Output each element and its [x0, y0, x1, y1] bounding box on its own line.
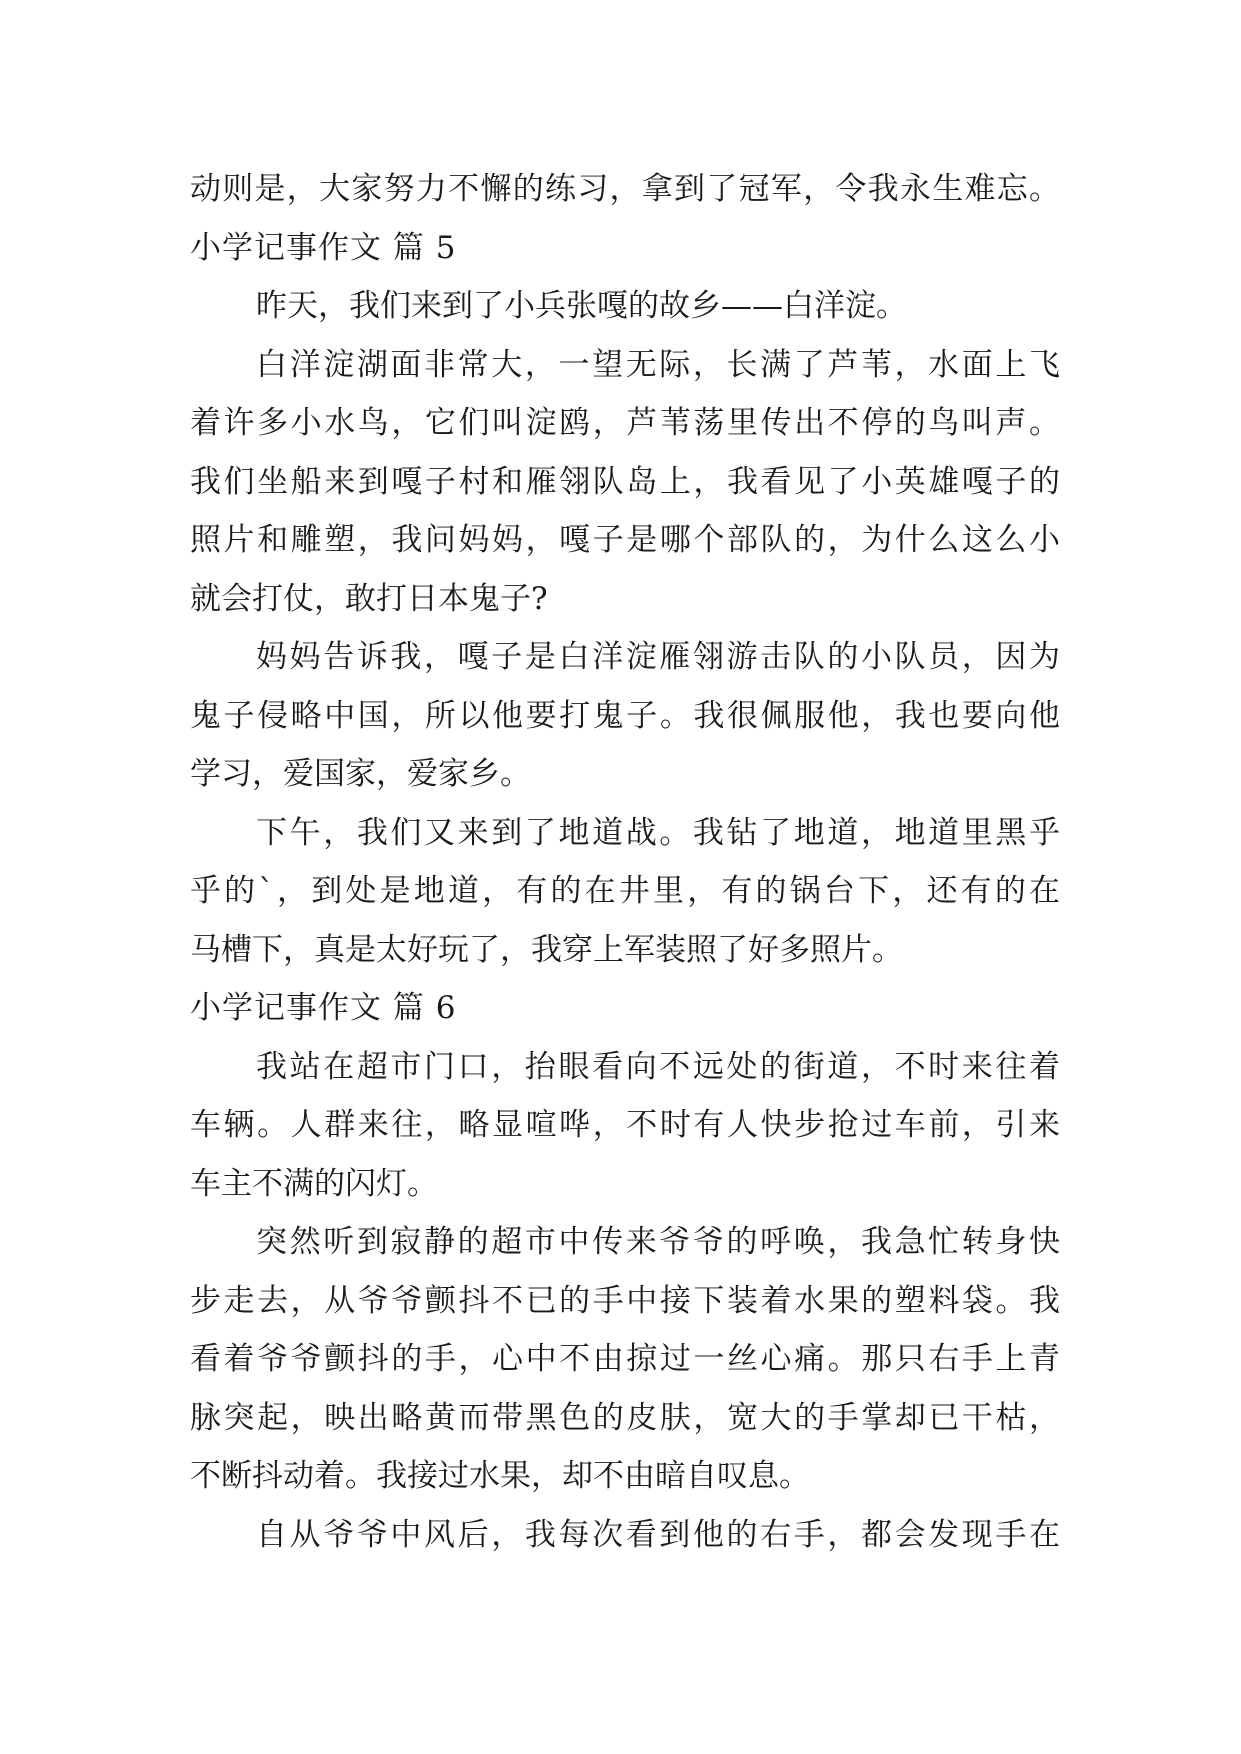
paragraph-line: 乎的`，到处是地道，有的在井里，有的锅台下，还有的在: [190, 873, 1060, 909]
paragraph-line: 着许多小水鸟，它们叫淀鸥，芦苇荡里传出不停的鸟叫声。: [190, 405, 1060, 441]
paragraph-first-line: 自从爷爷中风后，我每次看到他的右手，都会发现手在: [256, 1516, 1060, 1553]
paragraph-last-line: 不断抖动着。我接过水果，却不由暗自叹息。: [190, 1458, 810, 1494]
paragraph-last-line: 马槽下，真是太好玩了，我穿上军装照了好多照片。: [190, 931, 903, 968]
paragraph-first-line: 昨天，我们来到了小兵张嘎的故乡——白洋淀。: [256, 288, 907, 324]
paragraph-line: 车辆。人群来往，略显喧哗，不时有人快步抢过车前，引来: [190, 1107, 1060, 1143]
paragraph-line: 动则是，大家努力不懈的练习，拿到了冠军，令我永生难忘。: [190, 171, 1060, 207]
paragraph-line: 看着爷爷颤抖的手，心中不由掠过一丝心痛。那只右手上青: [190, 1341, 1060, 1377]
paragraph-first-line: 突然听到寂静的超市中传来爷爷的呼唤，我急忙转身快: [256, 1224, 1060, 1260]
paragraph-first-line: 下午，我们又来到了地道战。我钻了地道，地道里黑乎: [256, 814, 1060, 851]
paragraph-first-line: 我站在超市门口，抬眼看向不远处的街道，不时来往着: [256, 1048, 1060, 1085]
paragraph-line: 步走去，从爷爷颤抖不已的手中接下装着水果的塑料袋。我: [190, 1282, 1060, 1319]
paragraph-line: 脉突起，映出略黄而带黑色的皮肤，宽大的手掌却已干枯，: [190, 1399, 1060, 1436]
paragraph-line: 照片和雕塑，我问妈妈，嘎子是哪个部队的，为什么这么小: [190, 522, 1060, 558]
document-body: [190, 160, 1060, 1564]
paragraph-first-line: 白洋淀湖面非常大，一望无际，长满了芦苇，水面上飞: [256, 346, 1060, 383]
section-heading: 小学记事作文 篇 6: [190, 990, 457, 1026]
paragraph-first-line: 妈妈告诉我，嘎子是白洋淀雁翎游击队的小队员，因为: [256, 639, 1060, 675]
paragraph-line: 我们坐船来到嘎子村和雁翎队岛上，我看见了小英雄嘎子的: [190, 463, 1060, 500]
paragraph-last-line: 学习，爱国家，爱家乡。: [190, 756, 531, 792]
section-heading: 小学记事作文 篇 5: [190, 229, 457, 266]
paragraph-last-line: 就会打仗，敢打日本鬼子?: [190, 580, 548, 617]
paragraph-line: 鬼子侵略中国，所以他要打鬼子。我很佩服他，我也要向他: [190, 697, 1060, 734]
paragraph-last-line: 车主不满的闪灯。: [190, 1165, 438, 1202]
